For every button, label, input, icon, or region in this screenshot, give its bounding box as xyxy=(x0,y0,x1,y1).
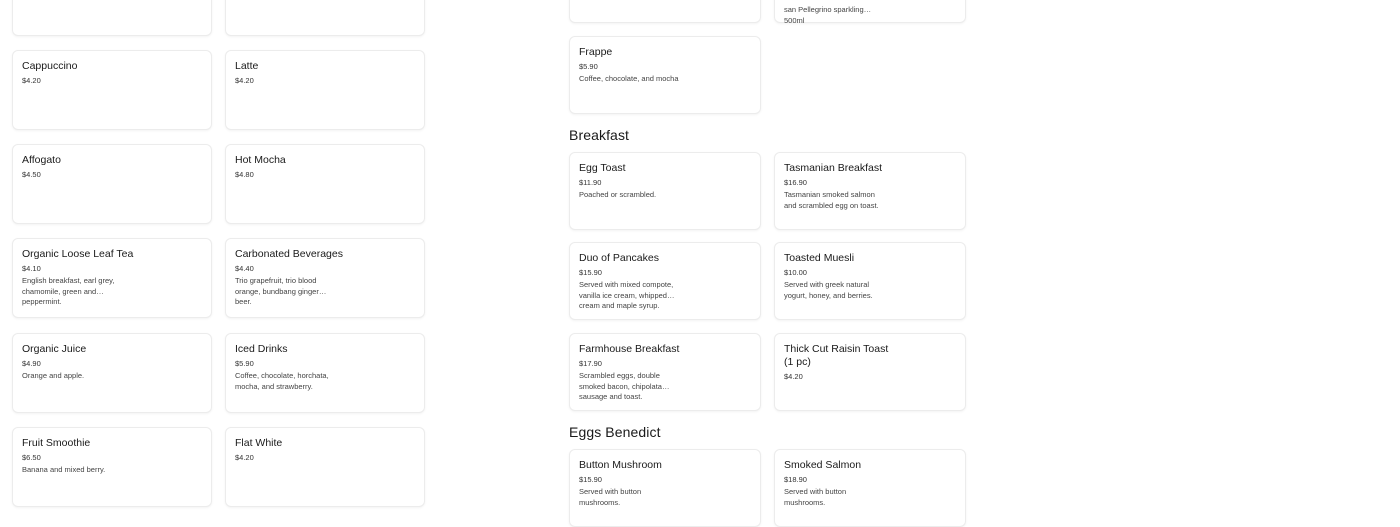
item-price: $15.90 xyxy=(579,475,602,484)
item-price: $18.90 xyxy=(784,475,807,484)
item-price: $4.90 xyxy=(22,359,41,368)
item-price: $15.90 xyxy=(579,268,602,277)
item-price: $4.20 xyxy=(235,453,254,462)
menu-item-card-smoked-salmon[interactable] xyxy=(774,449,966,527)
item-description: Served with greek natural yogurt, honey, and berries. xyxy=(784,280,873,300)
item-name: Fruit Smoothie xyxy=(22,437,91,449)
menu-item-card-sparkling-water[interactable] xyxy=(774,0,966,23)
item-name: Thick Cut Raisin Toast (1 pc) xyxy=(784,343,889,368)
menu-item-card-affogato[interactable] xyxy=(12,144,212,224)
item-name: Latte xyxy=(235,60,259,72)
item-description: Served with button mushrooms. xyxy=(579,487,642,507)
item-price: $4.20 xyxy=(235,76,254,85)
item-name: Organic Loose Leaf Tea xyxy=(22,248,134,260)
item-price: $17.90 xyxy=(579,359,602,368)
menu-item-card-cappuccino[interactable] xyxy=(12,50,212,130)
item-price: $4.40 xyxy=(235,264,254,273)
item-description: Coffee, chocolate, and mocha xyxy=(579,74,679,83)
menu-item-card-raisin-toast[interactable] xyxy=(774,333,966,411)
item-description: Tasmanian smoked salmon and scrambled egg on toast. xyxy=(784,190,879,210)
item-name: Toasted Muesli xyxy=(784,252,855,264)
menu-item-card-duo-of-pancakes[interactable] xyxy=(569,242,761,320)
item-price: $11.90 xyxy=(579,178,602,187)
item-name: Hot Mocha xyxy=(235,154,286,166)
item-name: Organic Juice xyxy=(22,343,87,355)
item-price: $4.10 xyxy=(22,264,41,273)
item-price: $5.90 xyxy=(235,359,254,368)
item-price: $5.90 xyxy=(579,62,598,71)
item-price: $4.80 xyxy=(235,170,254,179)
item-price: $6.50 xyxy=(22,453,41,462)
item-name: Affogato xyxy=(22,154,61,166)
menu-item-card-hot-mocha[interactable] xyxy=(225,144,425,224)
menu-item-card-iced-drinks[interactable] xyxy=(225,333,425,413)
section-heading-breakfast: Breakfast xyxy=(569,127,630,143)
menu-item-card-button-mushroom[interactable] xyxy=(569,449,761,527)
menu-item-card-carbonated-beverages[interactable] xyxy=(225,238,425,318)
item-description: English breakfast, earl grey, chamomile, green and peppermint. xyxy=(22,276,115,306)
item-price: $4.20 xyxy=(784,372,803,381)
item-name: Farmhouse Breakfast xyxy=(579,343,680,355)
menu-item-card-egg-toast[interactable] xyxy=(569,152,761,230)
item-price: $4.50 xyxy=(22,170,41,179)
item-name: Button Mushroom xyxy=(579,459,662,471)
item-price: $16.90 xyxy=(784,178,807,187)
item-description: san Pellegrino sparkling 500ml xyxy=(784,5,864,25)
menu-item-card-toasted-muesli[interactable] xyxy=(774,242,966,320)
item-price: $10.00 xyxy=(784,268,807,277)
item-description: Trio grapefruit, trio blood orange, bundbang ginger beer. xyxy=(235,276,319,306)
item-description: Coffee, chocolate, horchata, mocha, and strawberry. xyxy=(235,371,329,391)
menu-item-card[interactable] xyxy=(225,0,425,36)
item-name: Carbonated Beverages xyxy=(235,248,343,260)
item-description: Served with mixed compote, vanilla ice cream, whipped cream and maple syrup. xyxy=(579,280,674,310)
menu-item-card-organic-tea[interactable] xyxy=(12,238,212,318)
section-heading-eggs-benedict: Eggs Benedict xyxy=(569,424,661,440)
item-description: Orange and apple. xyxy=(22,371,85,380)
menu-item-card-frappe[interactable] xyxy=(569,36,761,114)
menu-item-card-latte[interactable] xyxy=(225,50,425,130)
item-name: Duo of Pancakes xyxy=(579,252,659,264)
item-name: Smoked Salmon xyxy=(784,459,862,471)
item-name: Egg Toast xyxy=(579,162,626,174)
item-price: $4.20 xyxy=(22,76,41,85)
menu-item-card[interactable] xyxy=(569,0,761,23)
item-name: Flat White xyxy=(235,437,283,449)
menu-item-card-flat-white[interactable] xyxy=(225,427,425,507)
menu-item-card-fruit-smoothie[interactable] xyxy=(12,427,212,507)
item-description: Served with button mushrooms. xyxy=(784,487,847,507)
menu-item-card-organic-juice[interactable] xyxy=(12,333,212,413)
menu-item-card-tasmanian-breakfast[interactable] xyxy=(774,152,966,230)
item-description: Scrambled eggs, double smoked bacon, chipolata sausage and toast. xyxy=(579,371,662,401)
item-description: Poached or scrambled. xyxy=(579,190,657,199)
menu-item-card[interactable] xyxy=(12,0,212,36)
item-name: Frappe xyxy=(579,46,613,58)
item-name: Cappuccino xyxy=(22,60,78,72)
item-name: Tasmanian Breakfast xyxy=(784,162,883,174)
item-description: Banana and mixed berry. xyxy=(22,465,106,474)
menu-item-card-farmhouse-breakfast[interactable] xyxy=(569,333,761,411)
item-name: Iced Drinks xyxy=(235,343,288,355)
